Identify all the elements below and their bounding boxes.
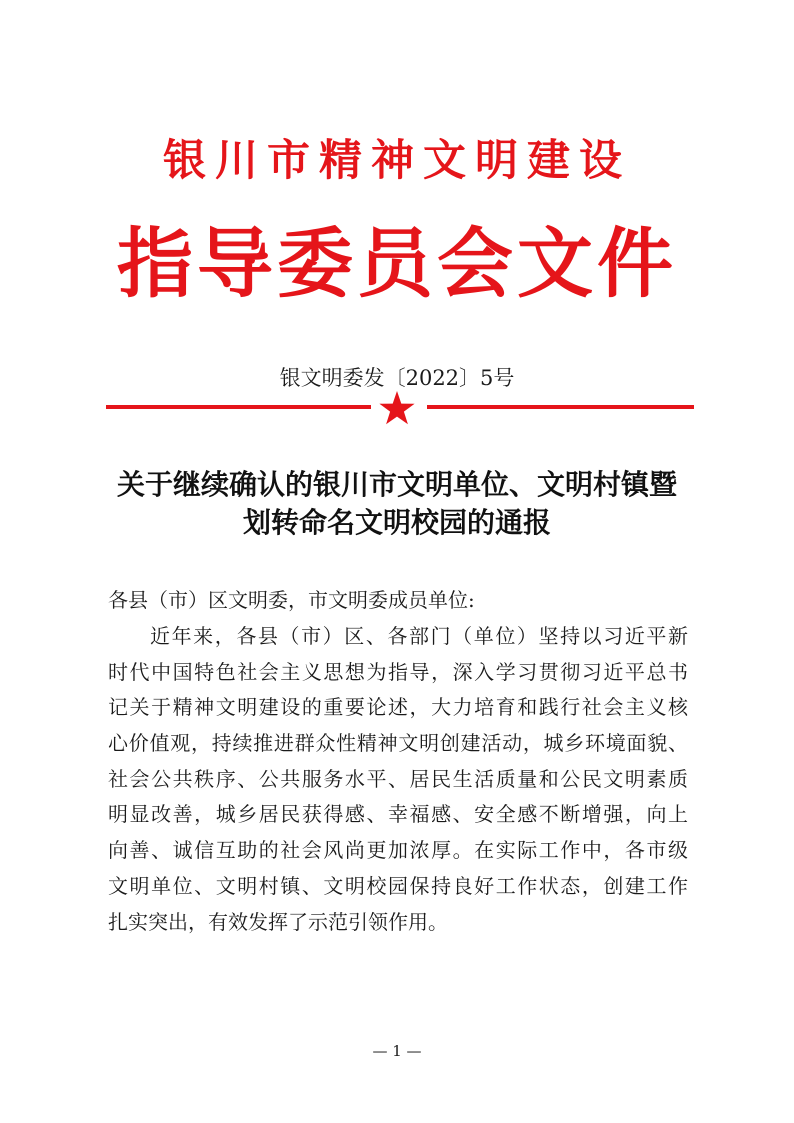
salutation: 各县（市）区文明委，市文明委成员单位: (108, 588, 475, 612)
body-line: 向善、诚信互助的社会风尚更加浓厚。在实际工作中，各市级 (108, 838, 688, 863)
body-line: 近年来，各县（市）区、各部门（单位）坚持以习近平新 (150, 624, 688, 648)
red-divider-right (427, 405, 694, 409)
body-line: 文明单位、文明村镇、文明校园保持良好工作状态，创建工作 (108, 873, 688, 898)
body-paragraph (108, 619, 688, 940)
document-number: 银文明委发〔2022〕5号 (279, 366, 515, 390)
star-icon (378, 390, 416, 428)
body-line: 明显改善，城乡居民获得感、幸福感、安全感不断增强，向上 (108, 802, 688, 827)
body-line: 记关于精神文明建设的重要论述，大力培育和践行社会主义核 (108, 695, 688, 720)
issuer-name: 银川市精神文明建设 (163, 136, 631, 186)
title-line-1: 关于继续确认的银川市文明单位、文明村镇暨 (116, 468, 677, 501)
body-line: 社会公共秩序、公共服务水平、居民生活质量和公民文明素质 (108, 766, 688, 791)
document-title (90, 466, 704, 542)
title-line-2: 划转命名文明校园的通报 (242, 506, 551, 539)
page-number: — 1 — (372, 1042, 422, 1060)
body-line: 扎实突出，有效发挥了示范引领作用。 (108, 909, 448, 934)
body-line: 时代中国特色社会主义思想为指导，深入学习贯彻习近平总书 (108, 659, 688, 684)
body-line: 心价值观，持续推进群众性精神文明创建活动，城乡环境面貌、 (108, 731, 688, 756)
document-type-heading: 指导委员会文件 (117, 219, 677, 308)
red-divider-left (106, 405, 371, 409)
